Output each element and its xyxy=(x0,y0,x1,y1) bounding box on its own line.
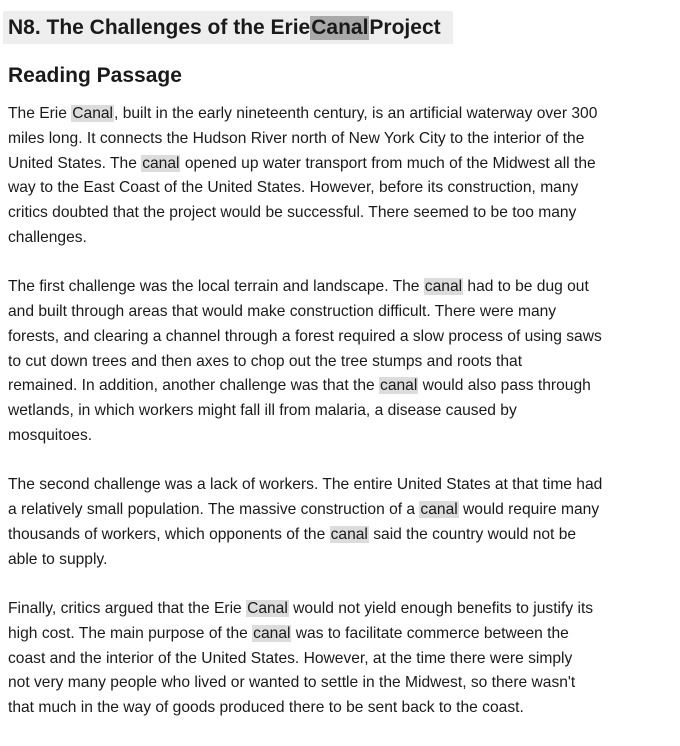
passage-line xyxy=(8,201,676,226)
passage-text: not very many people who lived or wanted to settle in the Midwest, so there wasn't xyxy=(8,674,576,692)
passage-text: would not yield enough benefits to justify its xyxy=(288,600,594,618)
passage-line xyxy=(8,671,676,696)
passage-text: wetlands, in which workers might fall ill from malaria, a disease caused by xyxy=(8,402,517,420)
passage-text: The first challenge was the local terrain and landscape. The xyxy=(8,278,424,296)
highlighted-keyword: canal xyxy=(424,278,463,296)
passage-line xyxy=(8,152,676,177)
title-text-after: Project xyxy=(369,15,441,39)
passage-text: miles long. It connects the Hudson River north of New York City to the interior of the xyxy=(8,129,585,147)
passage-text: mosquitoes. xyxy=(8,427,93,445)
passage-text: and built through areas that would make construction difficult. There were many xyxy=(8,303,557,321)
passage-text: to cut down trees and then axes to chop out the tree stumps and roots that xyxy=(8,352,523,370)
passage-paragraph xyxy=(8,473,676,572)
passage-text: that much in the way of goods produced there to be sent back to the coast. xyxy=(8,699,524,717)
passage-line xyxy=(8,275,676,300)
passage-text: high cost. The main purpose of the xyxy=(8,624,253,642)
passage-line xyxy=(8,498,676,523)
passage-text: a relatively small population. The massive construction of a xyxy=(8,501,420,519)
passage-text: Finally, critics argued that the Erie xyxy=(8,600,247,618)
passage-line xyxy=(8,127,676,152)
passage-text: The Erie xyxy=(8,105,72,122)
passage-line xyxy=(8,473,676,498)
passage-text: had to be dug out xyxy=(463,278,589,296)
passage-text: thousands of workers, which opponents of the xyxy=(8,525,330,543)
passage-line xyxy=(8,102,676,127)
passage-line xyxy=(8,300,676,325)
passage-line xyxy=(8,325,676,350)
passage-text: opened up water transport from much of the Midwest all the xyxy=(180,154,596,172)
passage-text: forests, and clearing a channel through a forest required a slow process of using saws xyxy=(8,327,602,345)
passage-line xyxy=(8,622,676,647)
title-text-before: N8. The Challenges of the Erie xyxy=(8,15,311,39)
highlighted-keyword: canal xyxy=(330,525,368,543)
passage-line xyxy=(8,597,676,622)
passage-text: coast and the interior of the United States. However, at the time there were simply xyxy=(8,649,573,667)
passage-text: would also pass through xyxy=(418,377,591,395)
section-heading: Reading Passage xyxy=(8,64,182,87)
title-highlighted-word: Canal xyxy=(311,15,369,39)
passage-text: able to supply. xyxy=(8,550,108,568)
passage-text: remained. In addition, another challenge was that the xyxy=(8,377,380,395)
highlighted-keyword: Canal xyxy=(247,600,288,618)
passage-text: was to facilitate commerce between the xyxy=(291,624,569,642)
passage-paragraph xyxy=(8,275,676,449)
passage-line xyxy=(8,226,676,251)
highlighted-keyword: canal xyxy=(380,377,418,395)
passage-text: United States. The xyxy=(8,154,142,172)
passage-line xyxy=(8,374,676,399)
highlighted-keyword: canal xyxy=(420,501,458,519)
passage-line xyxy=(8,696,676,721)
passage-paragraph xyxy=(8,597,676,721)
passage-text: challenges. xyxy=(8,228,87,246)
reading-passage xyxy=(8,102,676,746)
passage-line xyxy=(8,647,676,672)
passage-line xyxy=(8,523,676,548)
passage-line xyxy=(8,399,676,424)
passage-line xyxy=(8,424,676,449)
highlighted-keyword: Canal xyxy=(72,105,114,122)
highlighted-keyword: canal xyxy=(253,624,291,642)
passage-line xyxy=(8,176,676,201)
passage-line xyxy=(8,548,676,573)
passage-text: , built in the early nineteenth century, is an artificial waterway over 300 xyxy=(114,105,598,122)
passage-text: would require many xyxy=(458,501,600,519)
passage-paragraph xyxy=(8,102,676,251)
passage-line xyxy=(8,350,676,375)
passage-text: said the country would not be xyxy=(368,525,577,543)
page-title xyxy=(3,11,453,44)
passage-text: way to the East Coast of the United States. However, before its construction, many xyxy=(8,179,579,197)
highlighted-keyword: canal xyxy=(142,154,180,172)
passage-text: critics doubted that the project would be successful. There seemed to be too many xyxy=(8,204,577,222)
passage-text: The second challenge was a lack of workers. The entire United States at that time had xyxy=(8,476,603,494)
